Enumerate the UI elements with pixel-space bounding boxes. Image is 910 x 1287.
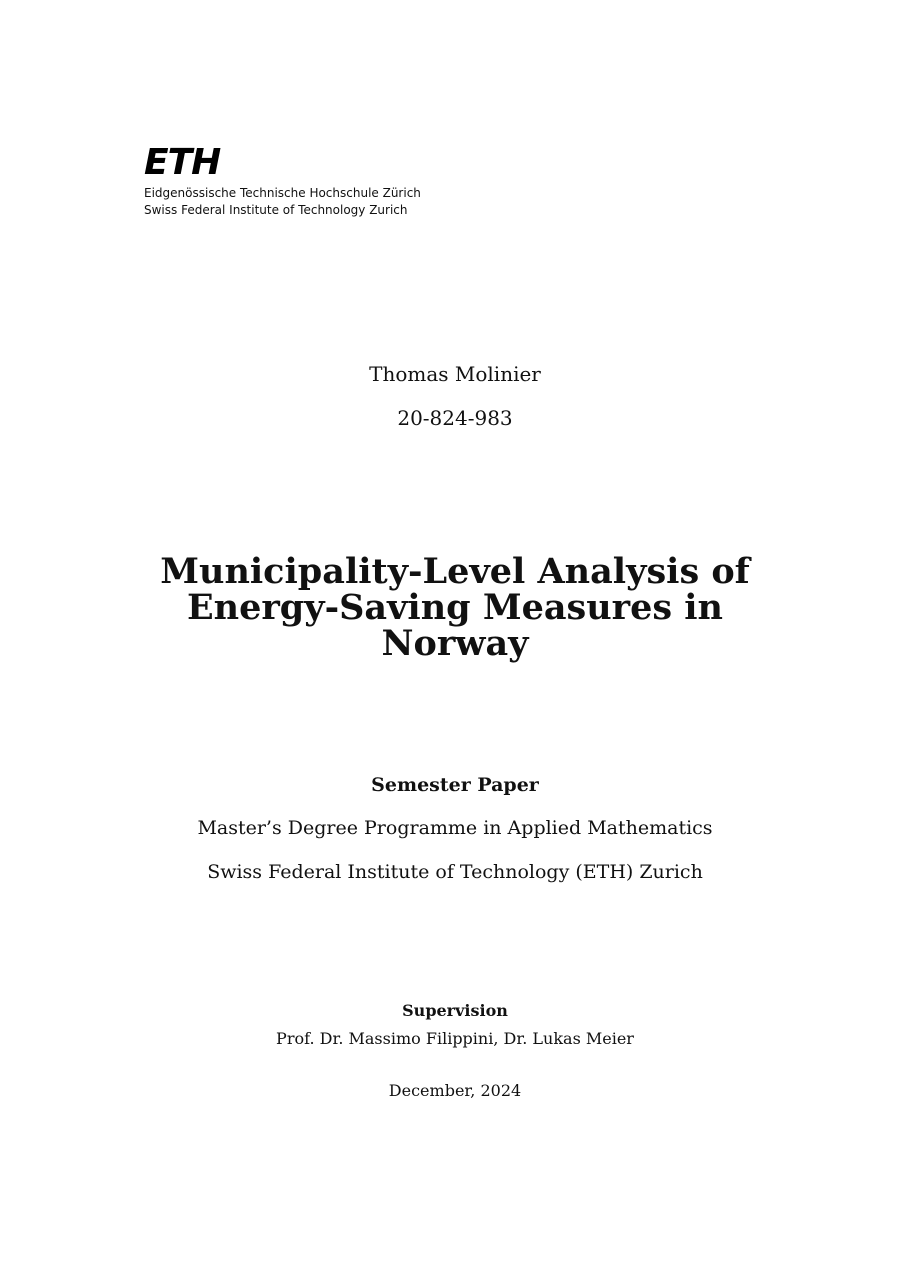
author-name: Thomas Molinier	[369, 362, 541, 386]
paper-title: Municipality-Level Analysis of Energy-Saving Measures in Norway	[160, 551, 750, 664]
supervision-label: Supervision	[402, 1001, 508, 1020]
eth-logo	[144, 142, 444, 219]
institution-name: Swiss Federal Institute of Technology (ETH) Zurich	[207, 861, 703, 883]
degree-programme: Master’s Degree Programme in Applied Mathematics	[197, 817, 713, 839]
student-id: 20-824-983	[397, 406, 513, 430]
eth-logo-line-german: Eidgenössische Technische Hochschule Zürich	[144, 186, 421, 200]
paper-type: Semester Paper	[371, 774, 539, 796]
eth-logo-line-english: Swiss Federal Institute of Technology Zurich	[144, 203, 408, 217]
supervisor-names: Prof. Dr. Massimo Filippini, Dr. Lukas Meier	[276, 1029, 634, 1048]
eth-logo-mark: ETH	[144, 142, 221, 183]
submission-date: December, 2024	[388, 1081, 522, 1100]
